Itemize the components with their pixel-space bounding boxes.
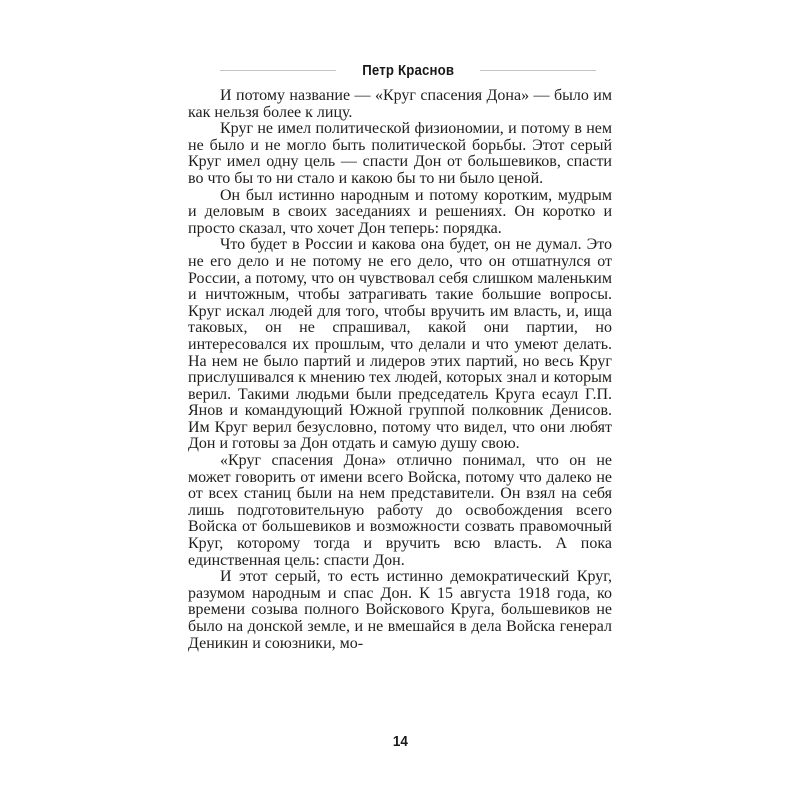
header-rule-right bbox=[480, 70, 596, 71]
paragraph-2: Круг не имел политической физиономии, и потому в нем не было и не могло быть политической борьбы. Этот серый Круг имел одну цель — спасти Дон от большевиков, спасти во что бы то ни стало и какою бы то ни было ценой. bbox=[188, 120, 612, 187]
page-number: 14 bbox=[392, 733, 408, 750]
paragraph-1: И потому название — «Круг спасения Дона» — было им как нельзя более к лицу. bbox=[188, 87, 612, 121]
page-header bbox=[220, 62, 596, 78]
paragraph-6: И этот серый, то есть истинно демократический Круг, разумом народным и спас Дон. К 15 августа 1918 года, ко времени созыва полного Войскового Круга, большевиков не было на донской земле, и не вмешайся в дела Войска генерал Деникин и союзники, мо- bbox=[188, 568, 612, 652]
header-rule-left bbox=[220, 70, 336, 71]
paragraph-4: Что будет в России и какова она будет, он не думал. Это не его дело и не потому не его дело, что он отшатнулся от России, а потому, что он чувствовал себя слишком маленьким и ничтожным, чтобы затрагивать такие большие вопросы. Круг искал людей для того, чтобы вручить им власть, и, ища таковых, он не спрашивал, какой они партии, но интересовался их прошлым, что делали и что умеют делать. На нем не было партий и лидеров этих партий, но весь Круг прислушивался к мнению тех людей, которых знал и которым верил. Такими людьми были председатель Круга есаул Г.П. Янов и командующий Южной группой полковник Денисов. Им Круг верил безусловно, потому что видел, что они любят Дон и готовы за Дон отдать и самую душу свою. bbox=[188, 236, 612, 453]
page-footer bbox=[0, 733, 800, 751]
paragraph-5: «Круг спасения Дона» отлично понимал, что он не может говорить от имени всего Войска, потому что далеко не от всех станиц были на нем представители. Он взял на себя лишь подготовительную работу до освобождения всего Войска от большевиков и возможности созвать правомочный Круг, которому тогда и вручить всю власть. А пока единственная цель: спасти Дон. bbox=[188, 452, 612, 569]
paragraph-3: Он был истинно народным и потому коротким, мудрым и деловым в своих заседаниях и решениях. Он коротко и просто сказал, что хочет Дон теперь: порядка. bbox=[188, 186, 612, 237]
running-head-author: Петр Краснов bbox=[362, 61, 454, 79]
body-text bbox=[188, 88, 612, 652]
